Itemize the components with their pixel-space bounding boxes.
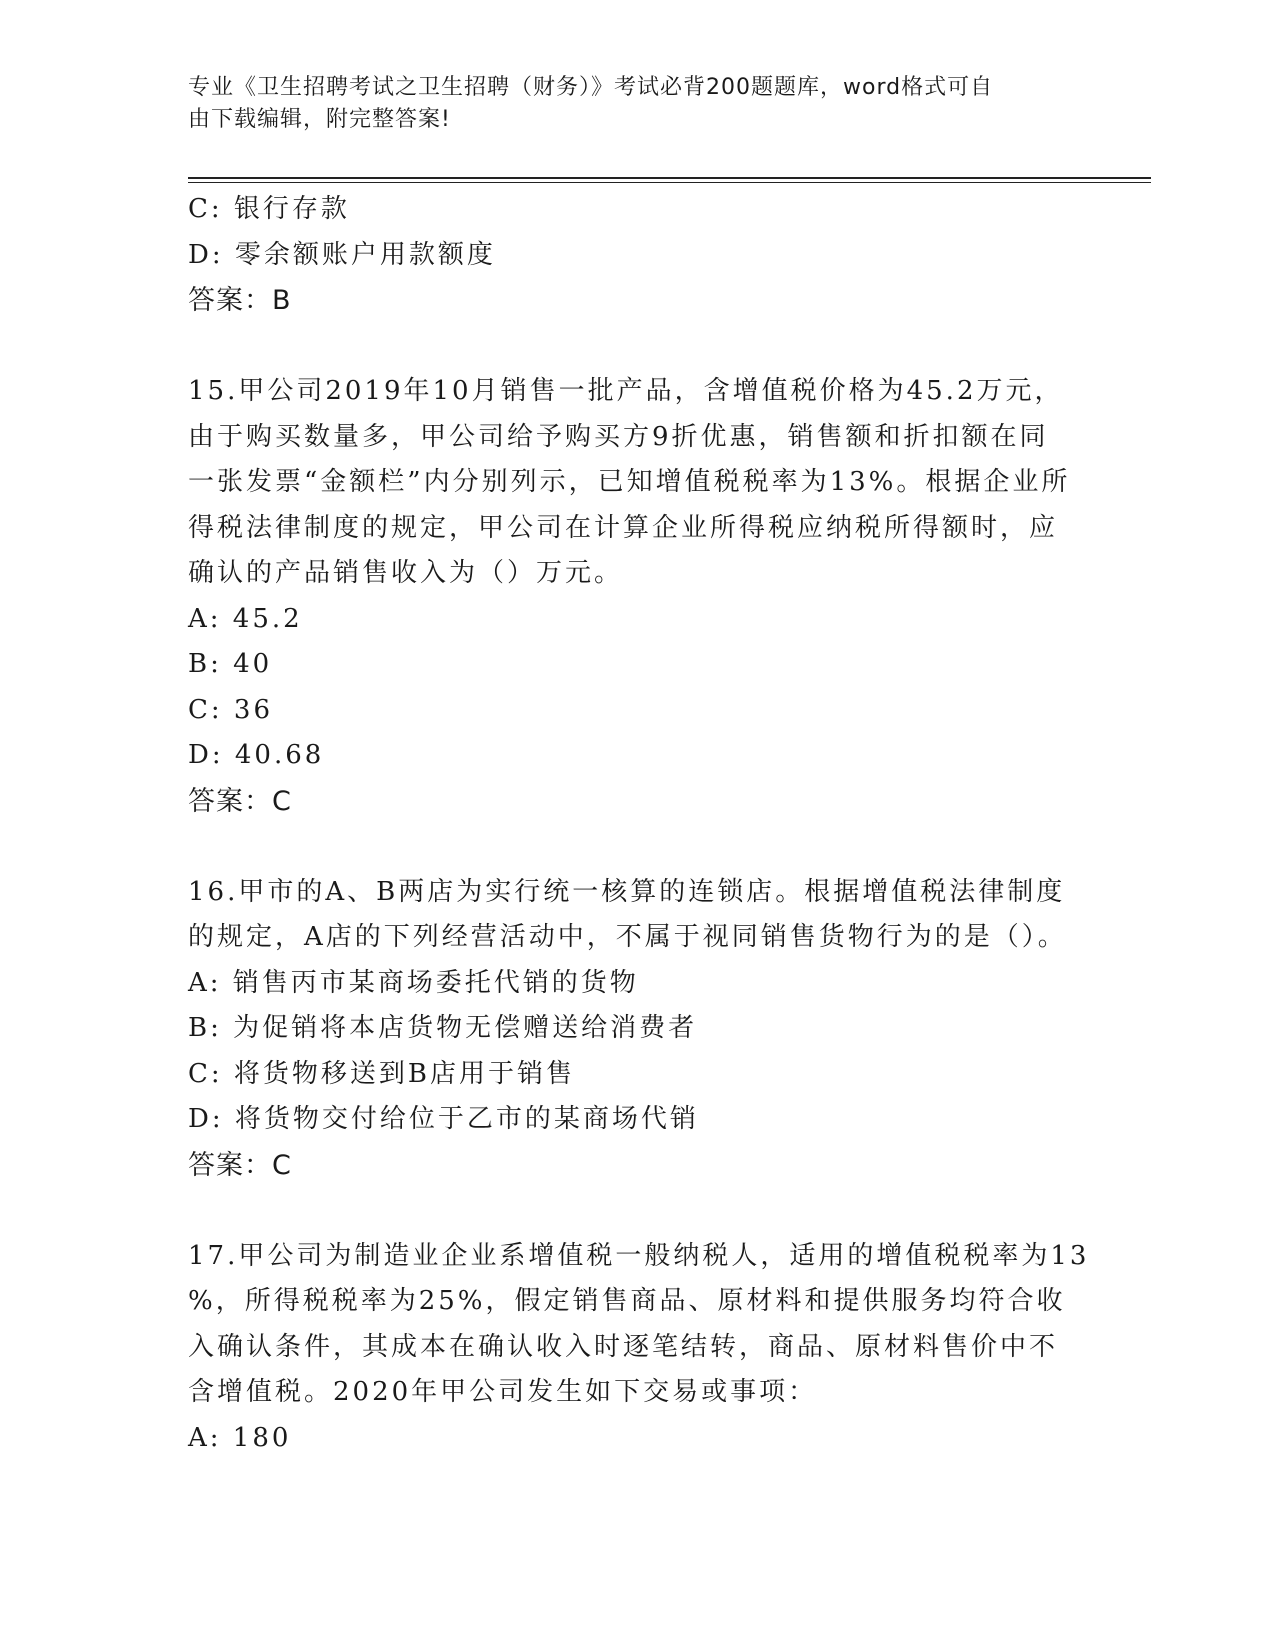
header-line-2: 由下载编辑，附完整答案! <box>188 107 451 132</box>
question-text-line: %，所得税税率为25%，假定销售商品、原材料和提供服务均符合收 <box>188 1286 1066 1316</box>
option-d: D: 将货物交付给位于乙市的某商场代销 <box>188 1104 699 1134</box>
option-b: B: 为促销将本店货物无偿赠送给消费者 <box>188 1013 698 1043</box>
question-content <box>188 187 1088 1461</box>
option-d: D: 40.68 <box>188 740 325 770</box>
question-text-line: 确认的产品销售收入为（）万元。 <box>188 558 624 588</box>
question-17 <box>188 1234 1088 1462</box>
header-rule-thin <box>188 182 1151 183</box>
question-text-line: 入确认条件，其成本在确认收入时逐笔结转，商品、原材料售价中不 <box>188 1331 1059 1362</box>
option-c: C: 将货物移送到B店用于销售 <box>188 1058 576 1089</box>
option-a: A: 销售丙市某商场委托代销的货物 <box>188 967 639 998</box>
question-text-line: 16.甲市的A、B两店为实行统一核算的连锁店。根据增值税法律制度 <box>188 876 1066 907</box>
spacer <box>188 324 1088 370</box>
answer: 答案：C <box>188 785 292 817</box>
spacer <box>188 1188 1088 1234</box>
option-b: B: 40 <box>188 649 273 679</box>
option-c: C: 银行存款 <box>188 194 350 224</box>
question-text-line: 得税法律制度的规定，甲公司在计算企业所得税应纳税所得额时，应 <box>188 512 1059 543</box>
answer: 答案：C <box>188 1149 292 1181</box>
question-16 <box>188 870 1088 1189</box>
question-14 <box>188 187 1088 324</box>
question-text-line: 15.甲公司2019年10月销售一批产品，含增值税价格为45.2万元， <box>188 376 1064 406</box>
option-c: C: 36 <box>188 694 274 725</box>
question-text-line: 17.甲公司为制造业企业系增值税一般纳税人，适用的增值税税率为13 <box>188 1240 1090 1271</box>
question-text-line: 由于购买数量多，甲公司给予购买方9折优惠，销售额和折扣额在同 <box>188 421 1049 452</box>
header-rule-thick <box>188 177 1151 179</box>
page-header <box>188 72 1068 136</box>
option-a: A: 45.2 <box>188 603 303 634</box>
header-line-1: 专业《卫生招聘考试之卫生招聘（财务）》考试必背200题题库，word格式可自 <box>188 75 994 100</box>
option-a: A: 180 <box>188 1422 292 1453</box>
answer: 答案：B <box>188 285 292 316</box>
option-d: D: 零余额账户用款额度 <box>188 239 496 270</box>
spacer <box>188 824 1088 870</box>
question-text-line: 含增值税。2020年甲公司发生如下交易或事项： <box>188 1377 818 1407</box>
question-text-line: 的规定，A店的下列经营活动中，不属于视同销售货物行为的是（）。 <box>188 922 1067 952</box>
question-15 <box>188 369 1088 824</box>
question-text-line: 一张发票“金额栏”内分别列示，已知增值税税率为13%。根据企业所 <box>188 467 1071 497</box>
